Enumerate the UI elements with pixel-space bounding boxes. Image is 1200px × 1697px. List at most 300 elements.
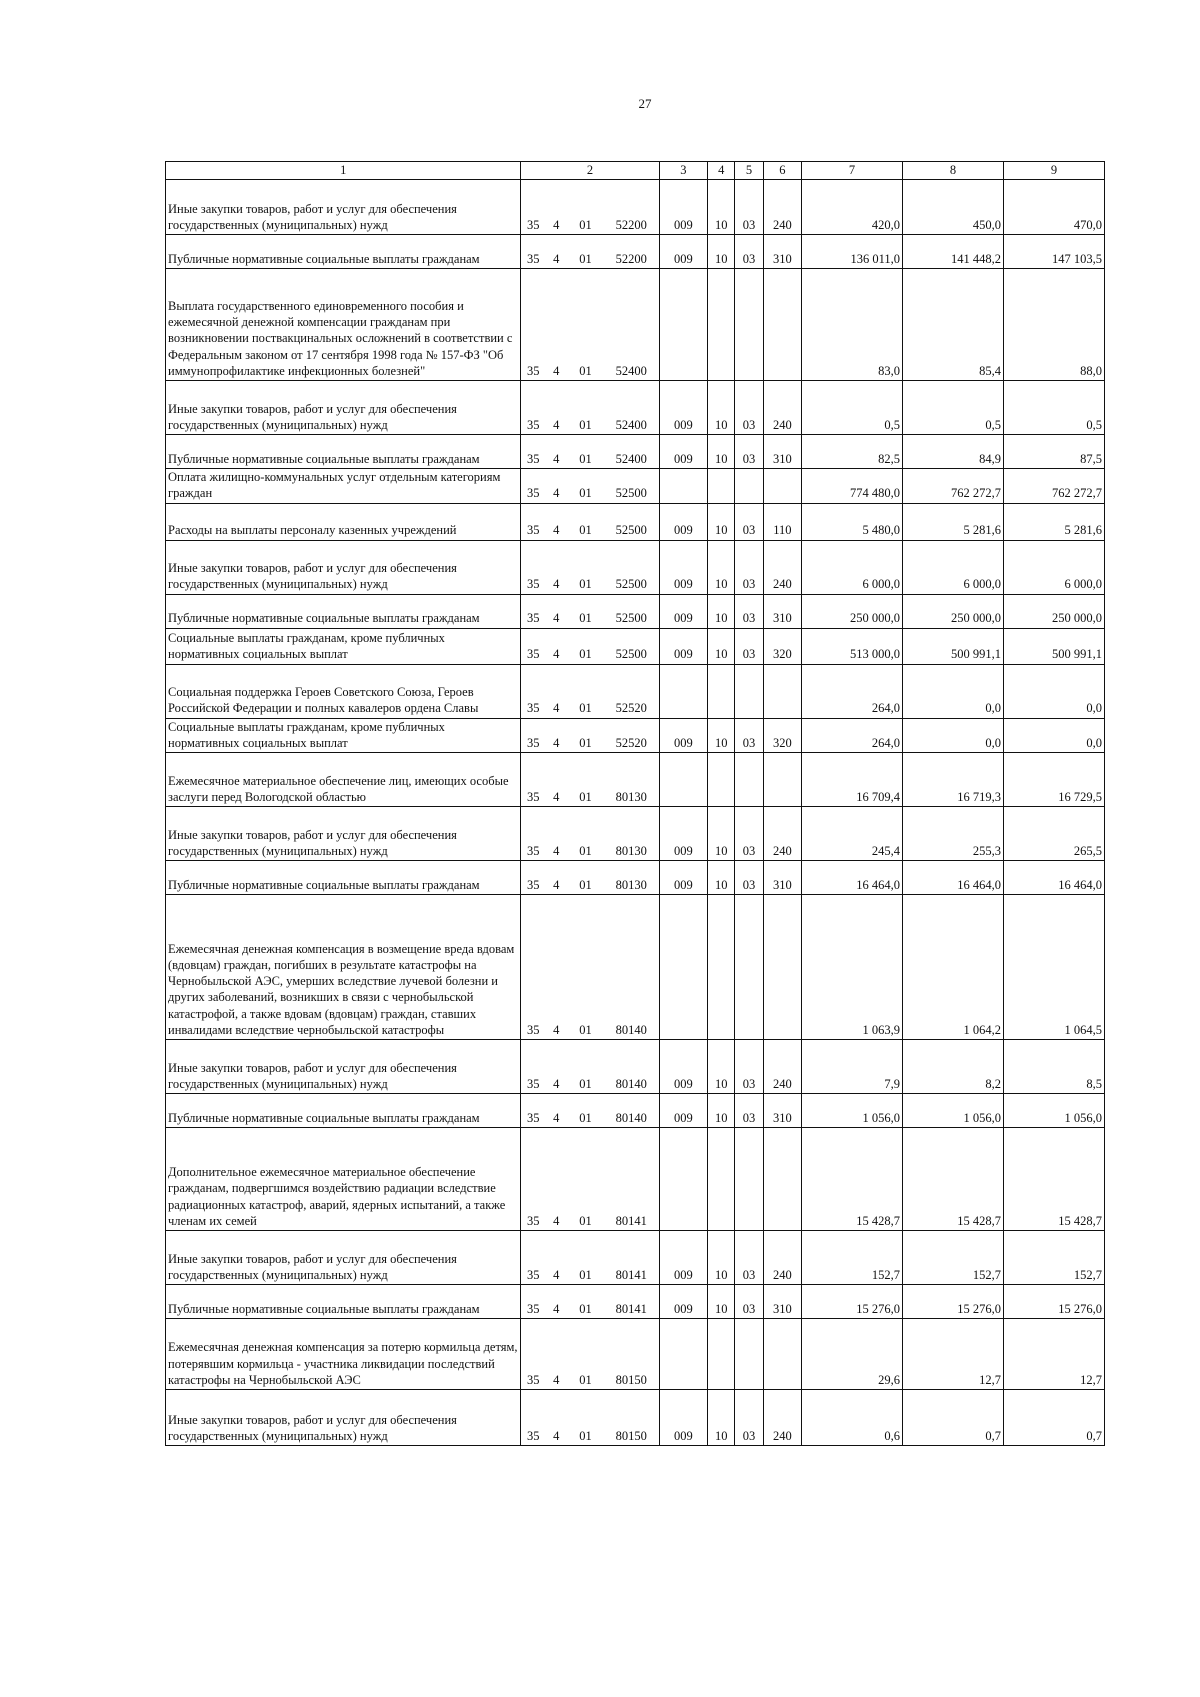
row-name: Публичные нормативные социальные выплаты гражданам xyxy=(166,594,521,628)
code-direction: 80130 xyxy=(604,753,660,807)
code-section: 10 xyxy=(708,503,735,540)
amount-col-8: 1 064,2 xyxy=(902,895,1003,1040)
amount-col-9: 1 064,5 xyxy=(1003,895,1104,1040)
code-program: 35 xyxy=(521,1231,545,1285)
code-subprogram: 4 xyxy=(545,1319,567,1390)
table-row xyxy=(166,664,1105,718)
code-subprogram: 4 xyxy=(545,1128,567,1231)
table-row xyxy=(166,807,1105,861)
code-program: 35 xyxy=(521,1390,545,1446)
code-subsection xyxy=(735,1128,763,1231)
code-subprogram: 4 xyxy=(545,381,567,435)
code-subsection: 03 xyxy=(735,235,763,269)
row-name: Иные закупки товаров, работ и услуг для обеспечения государственных (муниципальных) нужд xyxy=(166,381,521,435)
code-direction: 52520 xyxy=(604,664,660,718)
amount-col-8: 84,9 xyxy=(902,435,1003,469)
code-subsection: 03 xyxy=(735,1285,763,1319)
code-ministry: 009 xyxy=(659,503,707,540)
code-main-activity: 01 xyxy=(567,753,603,807)
code-subsection xyxy=(735,753,763,807)
amount-col-8: 8,2 xyxy=(902,1040,1003,1094)
amount-col-8: 5 281,6 xyxy=(902,503,1003,540)
code-ministry xyxy=(659,664,707,718)
code-expense-type: 310 xyxy=(763,1285,801,1319)
header-cell-3: 3 xyxy=(659,162,707,180)
code-expense-type xyxy=(763,1319,801,1390)
code-expense-type xyxy=(763,664,801,718)
code-direction: 52200 xyxy=(604,235,660,269)
amount-col-7: 420,0 xyxy=(802,180,903,235)
code-main-activity: 01 xyxy=(567,435,603,469)
code-direction: 80141 xyxy=(604,1285,660,1319)
code-section: 10 xyxy=(708,1231,735,1285)
amount-col-8: 255,3 xyxy=(902,807,1003,861)
table-row xyxy=(166,1231,1105,1285)
page-number: 27 xyxy=(638,96,652,111)
code-program: 35 xyxy=(521,594,545,628)
code-subprogram: 4 xyxy=(545,540,567,594)
table-row xyxy=(166,753,1105,807)
amount-col-8: 141 448,2 xyxy=(902,235,1003,269)
amount-col-7: 15 276,0 xyxy=(802,1285,903,1319)
code-subprogram: 4 xyxy=(545,718,567,753)
amount-col-9: 16 729,5 xyxy=(1003,753,1104,807)
code-main-activity: 01 xyxy=(567,1094,603,1128)
amount-col-7: 136 011,0 xyxy=(802,235,903,269)
code-ministry: 009 xyxy=(659,381,707,435)
code-main-activity: 01 xyxy=(567,1231,603,1285)
amount-col-9: 0,0 xyxy=(1003,718,1104,753)
code-main-activity: 01 xyxy=(567,664,603,718)
table-row xyxy=(166,1390,1105,1446)
code-direction: 80141 xyxy=(604,1231,660,1285)
amount-col-7: 774 480,0 xyxy=(802,469,903,504)
amount-col-8: 16 464,0 xyxy=(902,861,1003,895)
table-row xyxy=(166,1094,1105,1128)
code-expense-type: 240 xyxy=(763,381,801,435)
code-direction: 80150 xyxy=(604,1319,660,1390)
amount-col-7: 0,5 xyxy=(802,381,903,435)
table-row xyxy=(166,180,1105,235)
table-row xyxy=(166,435,1105,469)
code-main-activity: 01 xyxy=(567,1319,603,1390)
code-section: 10 xyxy=(708,807,735,861)
code-ministry: 009 xyxy=(659,718,707,753)
amount-col-8: 0,7 xyxy=(902,1390,1003,1446)
code-main-activity: 01 xyxy=(567,594,603,628)
table-row xyxy=(166,540,1105,594)
code-section: 10 xyxy=(708,594,735,628)
row-name: Публичные нормативные социальные выплаты гражданам xyxy=(166,1094,521,1128)
code-ministry xyxy=(659,1128,707,1231)
amount-col-9: 6 000,0 xyxy=(1003,540,1104,594)
amount-col-9: 16 464,0 xyxy=(1003,861,1104,895)
code-direction: 52500 xyxy=(604,503,660,540)
code-direction: 80140 xyxy=(604,895,660,1040)
code-ministry: 009 xyxy=(659,594,707,628)
code-subsection: 03 xyxy=(735,381,763,435)
code-section: 10 xyxy=(708,861,735,895)
code-program: 35 xyxy=(521,753,545,807)
header-row xyxy=(166,162,1105,180)
amount-col-8: 152,7 xyxy=(902,1231,1003,1285)
code-expense-type: 240 xyxy=(763,1040,801,1094)
code-expense-type: 240 xyxy=(763,540,801,594)
code-expense-type: 240 xyxy=(763,807,801,861)
code-main-activity: 01 xyxy=(567,503,603,540)
code-ministry: 009 xyxy=(659,1390,707,1446)
code-expense-type: 310 xyxy=(763,861,801,895)
code-subprogram: 4 xyxy=(545,469,567,504)
amount-col-9: 152,7 xyxy=(1003,1231,1104,1285)
amount-col-9: 265,5 xyxy=(1003,807,1104,861)
code-subprogram: 4 xyxy=(545,664,567,718)
code-program: 35 xyxy=(521,664,545,718)
table-row xyxy=(166,469,1105,504)
code-direction: 80140 xyxy=(604,1094,660,1128)
amount-col-7: 0,6 xyxy=(802,1390,903,1446)
code-expense-type xyxy=(763,469,801,504)
amount-col-7: 5 480,0 xyxy=(802,503,903,540)
amount-col-9: 87,5 xyxy=(1003,435,1104,469)
amount-col-8: 6 000,0 xyxy=(902,540,1003,594)
row-name: Иные закупки товаров, работ и услуг для обеспечения государственных (муниципальных) нужд xyxy=(166,807,521,861)
amount-col-7: 513 000,0 xyxy=(802,628,903,664)
header-cell-7: 7 xyxy=(802,162,903,180)
row-name: Публичные нормативные социальные выплаты гражданам xyxy=(166,1285,521,1319)
code-program: 35 xyxy=(521,469,545,504)
code-main-activity: 01 xyxy=(567,269,603,381)
code-subprogram: 4 xyxy=(545,1390,567,1446)
code-subprogram: 4 xyxy=(545,594,567,628)
amount-col-8: 250 000,0 xyxy=(902,594,1003,628)
code-main-activity: 01 xyxy=(567,469,603,504)
code-section xyxy=(708,895,735,1040)
code-main-activity: 01 xyxy=(567,807,603,861)
row-name: Публичные нормативные социальные выплаты гражданам xyxy=(166,861,521,895)
amount-col-7: 15 428,7 xyxy=(802,1128,903,1231)
table-row xyxy=(166,628,1105,664)
code-section: 10 xyxy=(708,718,735,753)
table-row xyxy=(166,1319,1105,1390)
code-direction: 52500 xyxy=(604,628,660,664)
code-main-activity: 01 xyxy=(567,861,603,895)
code-subprogram: 4 xyxy=(545,753,567,807)
code-direction: 52500 xyxy=(604,540,660,594)
amount-col-8: 500 991,1 xyxy=(902,628,1003,664)
amount-col-9: 5 281,6 xyxy=(1003,503,1104,540)
code-ministry xyxy=(659,469,707,504)
amount-col-9: 470,0 xyxy=(1003,180,1104,235)
code-expense-type: 240 xyxy=(763,1390,801,1446)
header-cell-9: 9 xyxy=(1003,162,1104,180)
code-section xyxy=(708,753,735,807)
code-subprogram: 4 xyxy=(545,628,567,664)
amount-col-7: 250 000,0 xyxy=(802,594,903,628)
table-row xyxy=(166,503,1105,540)
code-subprogram: 4 xyxy=(545,503,567,540)
code-direction: 80140 xyxy=(604,1040,660,1094)
amount-col-8: 0,0 xyxy=(902,718,1003,753)
amount-col-9: 88,0 xyxy=(1003,269,1104,381)
table-header xyxy=(166,162,1105,180)
code-section: 10 xyxy=(708,628,735,664)
code-section xyxy=(708,469,735,504)
code-section xyxy=(708,1319,735,1390)
amount-col-7: 82,5 xyxy=(802,435,903,469)
code-ministry: 009 xyxy=(659,1231,707,1285)
amount-col-9: 12,7 xyxy=(1003,1319,1104,1390)
row-name: Социальные выплаты гражданам, кроме публичных нормативных социальных выплат xyxy=(166,718,521,753)
code-subprogram: 4 xyxy=(545,895,567,1040)
table-row xyxy=(166,381,1105,435)
row-name: Ежемесячная денежная компенсация в возмещение вреда вдовам (вдовцам) граждан, погибших в результате катастрофы на Чернобыльской АЭС, умерших вследствие лучевой болезни и других заболеваний, возникших в связи с чернобыльской катастрофой, а также вдовам (вдовцам) граждан, ставших инвалидами вследствие чернобыльской катастрофы xyxy=(166,895,521,1040)
header-cell-1: 1 xyxy=(166,162,521,180)
code-ministry: 009 xyxy=(659,235,707,269)
amount-col-7: 7,9 xyxy=(802,1040,903,1094)
code-expense-type xyxy=(763,753,801,807)
code-program: 35 xyxy=(521,1285,545,1319)
code-program: 35 xyxy=(521,1040,545,1094)
code-program: 35 xyxy=(521,628,545,664)
row-name: Социальная поддержка Героев Советского Союза, Героев Российской Федерации и полных кавалеров ордена Славы xyxy=(166,664,521,718)
code-section xyxy=(708,1128,735,1231)
code-direction: 80141 xyxy=(604,1128,660,1231)
code-subsection: 03 xyxy=(735,718,763,753)
code-program: 35 xyxy=(521,1319,545,1390)
code-subprogram: 4 xyxy=(545,1231,567,1285)
row-name: Ежемесячное материальное обеспечение лиц, имеющих особые заслуги перед Вологодской областью xyxy=(166,753,521,807)
code-expense-type xyxy=(763,1128,801,1231)
code-subsection: 03 xyxy=(735,861,763,895)
code-ministry xyxy=(659,1319,707,1390)
amount-col-9: 0,5 xyxy=(1003,381,1104,435)
code-expense-type xyxy=(763,895,801,1040)
code-subsection: 03 xyxy=(735,807,763,861)
amount-col-7: 6 000,0 xyxy=(802,540,903,594)
code-main-activity: 01 xyxy=(567,235,603,269)
code-subsection xyxy=(735,269,763,381)
code-main-activity: 01 xyxy=(567,540,603,594)
amount-col-9: 0,0 xyxy=(1003,664,1104,718)
code-program: 35 xyxy=(521,861,545,895)
code-main-activity: 01 xyxy=(567,895,603,1040)
code-program: 35 xyxy=(521,718,545,753)
row-name: Ежемесячная денежная компенсация за потерю кормильца детям, потерявшим кормильца - участника ликвидации последствий катастрофы на Чернобыльской АЭС xyxy=(166,1319,521,1390)
table-row xyxy=(166,1040,1105,1094)
amount-col-8: 15 276,0 xyxy=(902,1285,1003,1319)
row-name: Иные закупки товаров, работ и услуг для обеспечения государственных (муниципальных) нужд xyxy=(166,1390,521,1446)
code-section xyxy=(708,269,735,381)
code-subsection xyxy=(735,1319,763,1390)
code-subsection xyxy=(735,895,763,1040)
code-ministry: 009 xyxy=(659,861,707,895)
code-ministry xyxy=(659,269,707,381)
row-name: Дополнительное ежемесячное материальное обеспечение гражданам, подвергшимся воздействию радиации вследствие радиационных катастроф, аварий, ядерных испытаний, а также членам их семей xyxy=(166,1128,521,1231)
table-row xyxy=(166,269,1105,381)
code-main-activity: 01 xyxy=(567,1128,603,1231)
code-subsection: 03 xyxy=(735,628,763,664)
code-section xyxy=(708,664,735,718)
amount-col-7: 264,0 xyxy=(802,664,903,718)
code-subsection: 03 xyxy=(735,180,763,235)
header-cell-2: 2 xyxy=(521,162,659,180)
budget-table xyxy=(165,161,1105,1446)
code-expense-type: 310 xyxy=(763,235,801,269)
code-subprogram: 4 xyxy=(545,1285,567,1319)
code-program: 35 xyxy=(521,503,545,540)
table-row xyxy=(166,718,1105,753)
code-subprogram: 4 xyxy=(545,269,567,381)
table-row xyxy=(166,861,1105,895)
code-section: 10 xyxy=(708,381,735,435)
code-subsection: 03 xyxy=(735,1231,763,1285)
code-subprogram: 4 xyxy=(545,1040,567,1094)
code-section: 10 xyxy=(708,1390,735,1446)
code-expense-type: 240 xyxy=(763,1231,801,1285)
amount-col-9: 250 000,0 xyxy=(1003,594,1104,628)
amount-col-9: 8,5 xyxy=(1003,1040,1104,1094)
code-ministry: 009 xyxy=(659,1285,707,1319)
amount-col-7: 245,4 xyxy=(802,807,903,861)
code-direction: 52400 xyxy=(604,269,660,381)
code-direction: 80130 xyxy=(604,861,660,895)
code-direction: 52200 xyxy=(604,180,660,235)
code-main-activity: 01 xyxy=(567,381,603,435)
header-cell-8: 8 xyxy=(902,162,1003,180)
code-direction: 80130 xyxy=(604,807,660,861)
table-row xyxy=(166,1285,1105,1319)
amount-col-9: 147 103,5 xyxy=(1003,235,1104,269)
code-direction: 52520 xyxy=(604,718,660,753)
code-subprogram: 4 xyxy=(545,235,567,269)
code-direction: 52400 xyxy=(604,381,660,435)
row-name: Расходы на выплаты персоналу казенных учреждений xyxy=(166,503,521,540)
code-ministry: 009 xyxy=(659,628,707,664)
code-subsection xyxy=(735,469,763,504)
code-section: 10 xyxy=(708,1285,735,1319)
row-name: Выплата государственного единовременного пособия и ежемесячной денежной компенсации гражданам при возникновении поствакцинальных осложнений в соответствии с Федеральным законом от 17 сентября 1998 года № 157-ФЗ "Об иммунопрофилактике инфекционных болезней" xyxy=(166,269,521,381)
code-ministry: 009 xyxy=(659,540,707,594)
code-subsection: 03 xyxy=(735,503,763,540)
code-program: 35 xyxy=(521,540,545,594)
code-subsection: 03 xyxy=(735,594,763,628)
amount-col-8: 85,4 xyxy=(902,269,1003,381)
code-main-activity: 01 xyxy=(567,1390,603,1446)
code-ministry: 009 xyxy=(659,435,707,469)
code-subsection: 03 xyxy=(735,1390,763,1446)
header-cell-4: 4 xyxy=(708,162,735,180)
code-direction: 52400 xyxy=(604,435,660,469)
code-subprogram: 4 xyxy=(545,180,567,235)
amount-col-9: 1 056,0 xyxy=(1003,1094,1104,1128)
amount-col-9: 500 991,1 xyxy=(1003,628,1104,664)
code-program: 35 xyxy=(521,1128,545,1231)
code-program: 35 xyxy=(521,269,545,381)
header-cell-5: 5 xyxy=(735,162,763,180)
row-name: Оплата жилищно-коммунальных услуг отдельным категориям граждан xyxy=(166,469,521,504)
amount-col-8: 0,5 xyxy=(902,381,1003,435)
row-name: Публичные нормативные социальные выплаты гражданам xyxy=(166,235,521,269)
code-section: 10 xyxy=(708,180,735,235)
code-expense-type: 240 xyxy=(763,180,801,235)
amount-col-8: 12,7 xyxy=(902,1319,1003,1390)
code-program: 35 xyxy=(521,435,545,469)
code-expense-type: 320 xyxy=(763,718,801,753)
table-row xyxy=(166,235,1105,269)
code-section: 10 xyxy=(708,1094,735,1128)
code-section: 10 xyxy=(708,540,735,594)
amount-col-8: 0,0 xyxy=(902,664,1003,718)
row-name: Социальные выплаты гражданам, кроме публичных нормативных социальных выплат xyxy=(166,628,521,664)
amount-col-7: 152,7 xyxy=(802,1231,903,1285)
code-program: 35 xyxy=(521,235,545,269)
code-ministry xyxy=(659,895,707,1040)
amount-col-7: 1 056,0 xyxy=(802,1094,903,1128)
code-section: 10 xyxy=(708,1040,735,1094)
code-direction: 52500 xyxy=(604,469,660,504)
amount-col-8: 16 719,3 xyxy=(902,753,1003,807)
code-expense-type: 320 xyxy=(763,628,801,664)
row-name: Иные закупки товаров, работ и услуг для обеспечения государственных (муниципальных) нужд xyxy=(166,1040,521,1094)
code-subsection xyxy=(735,664,763,718)
code-ministry: 009 xyxy=(659,1094,707,1128)
row-name: Иные закупки товаров, работ и услуг для обеспечения государственных (муниципальных) нужд xyxy=(166,1231,521,1285)
code-expense-type: 110 xyxy=(763,503,801,540)
code-program: 35 xyxy=(521,180,545,235)
code-main-activity: 01 xyxy=(567,718,603,753)
amount-col-7: 16 464,0 xyxy=(802,861,903,895)
code-expense-type xyxy=(763,269,801,381)
amount-col-9: 762 272,7 xyxy=(1003,469,1104,504)
amount-col-7: 264,0 xyxy=(802,718,903,753)
table-row xyxy=(166,594,1105,628)
amount-col-9: 15 276,0 xyxy=(1003,1285,1104,1319)
code-direction: 80150 xyxy=(604,1390,660,1446)
amount-col-7: 83,0 xyxy=(802,269,903,381)
code-subprogram: 4 xyxy=(545,435,567,469)
code-program: 35 xyxy=(521,381,545,435)
header-cell-6: 6 xyxy=(763,162,801,180)
code-subprogram: 4 xyxy=(545,861,567,895)
amount-col-8: 762 272,7 xyxy=(902,469,1003,504)
code-main-activity: 01 xyxy=(567,628,603,664)
amount-col-8: 15 428,7 xyxy=(902,1128,1003,1231)
amount-col-7: 16 709,4 xyxy=(802,753,903,807)
code-subsection: 03 xyxy=(735,435,763,469)
amount-col-7: 29,6 xyxy=(802,1319,903,1390)
row-name: Иные закупки товаров, работ и услуг для обеспечения государственных (муниципальных) нужд xyxy=(166,540,521,594)
code-expense-type: 310 xyxy=(763,435,801,469)
code-ministry: 009 xyxy=(659,180,707,235)
amount-col-9: 0,7 xyxy=(1003,1390,1104,1446)
code-ministry xyxy=(659,753,707,807)
code-expense-type: 310 xyxy=(763,1094,801,1128)
code-expense-type: 310 xyxy=(763,594,801,628)
row-name: Иные закупки товаров, работ и услуг для обеспечения государственных (муниципальных) нужд xyxy=(166,180,521,235)
amount-col-8: 1 056,0 xyxy=(902,1094,1003,1128)
code-subprogram: 4 xyxy=(545,807,567,861)
code-direction: 52500 xyxy=(604,594,660,628)
code-subsection: 03 xyxy=(735,1094,763,1128)
code-program: 35 xyxy=(521,895,545,1040)
code-section: 10 xyxy=(708,235,735,269)
table-row xyxy=(166,1128,1105,1231)
code-section: 10 xyxy=(708,435,735,469)
code-main-activity: 01 xyxy=(567,180,603,235)
amount-col-7: 1 063,9 xyxy=(802,895,903,1040)
code-main-activity: 01 xyxy=(567,1040,603,1094)
